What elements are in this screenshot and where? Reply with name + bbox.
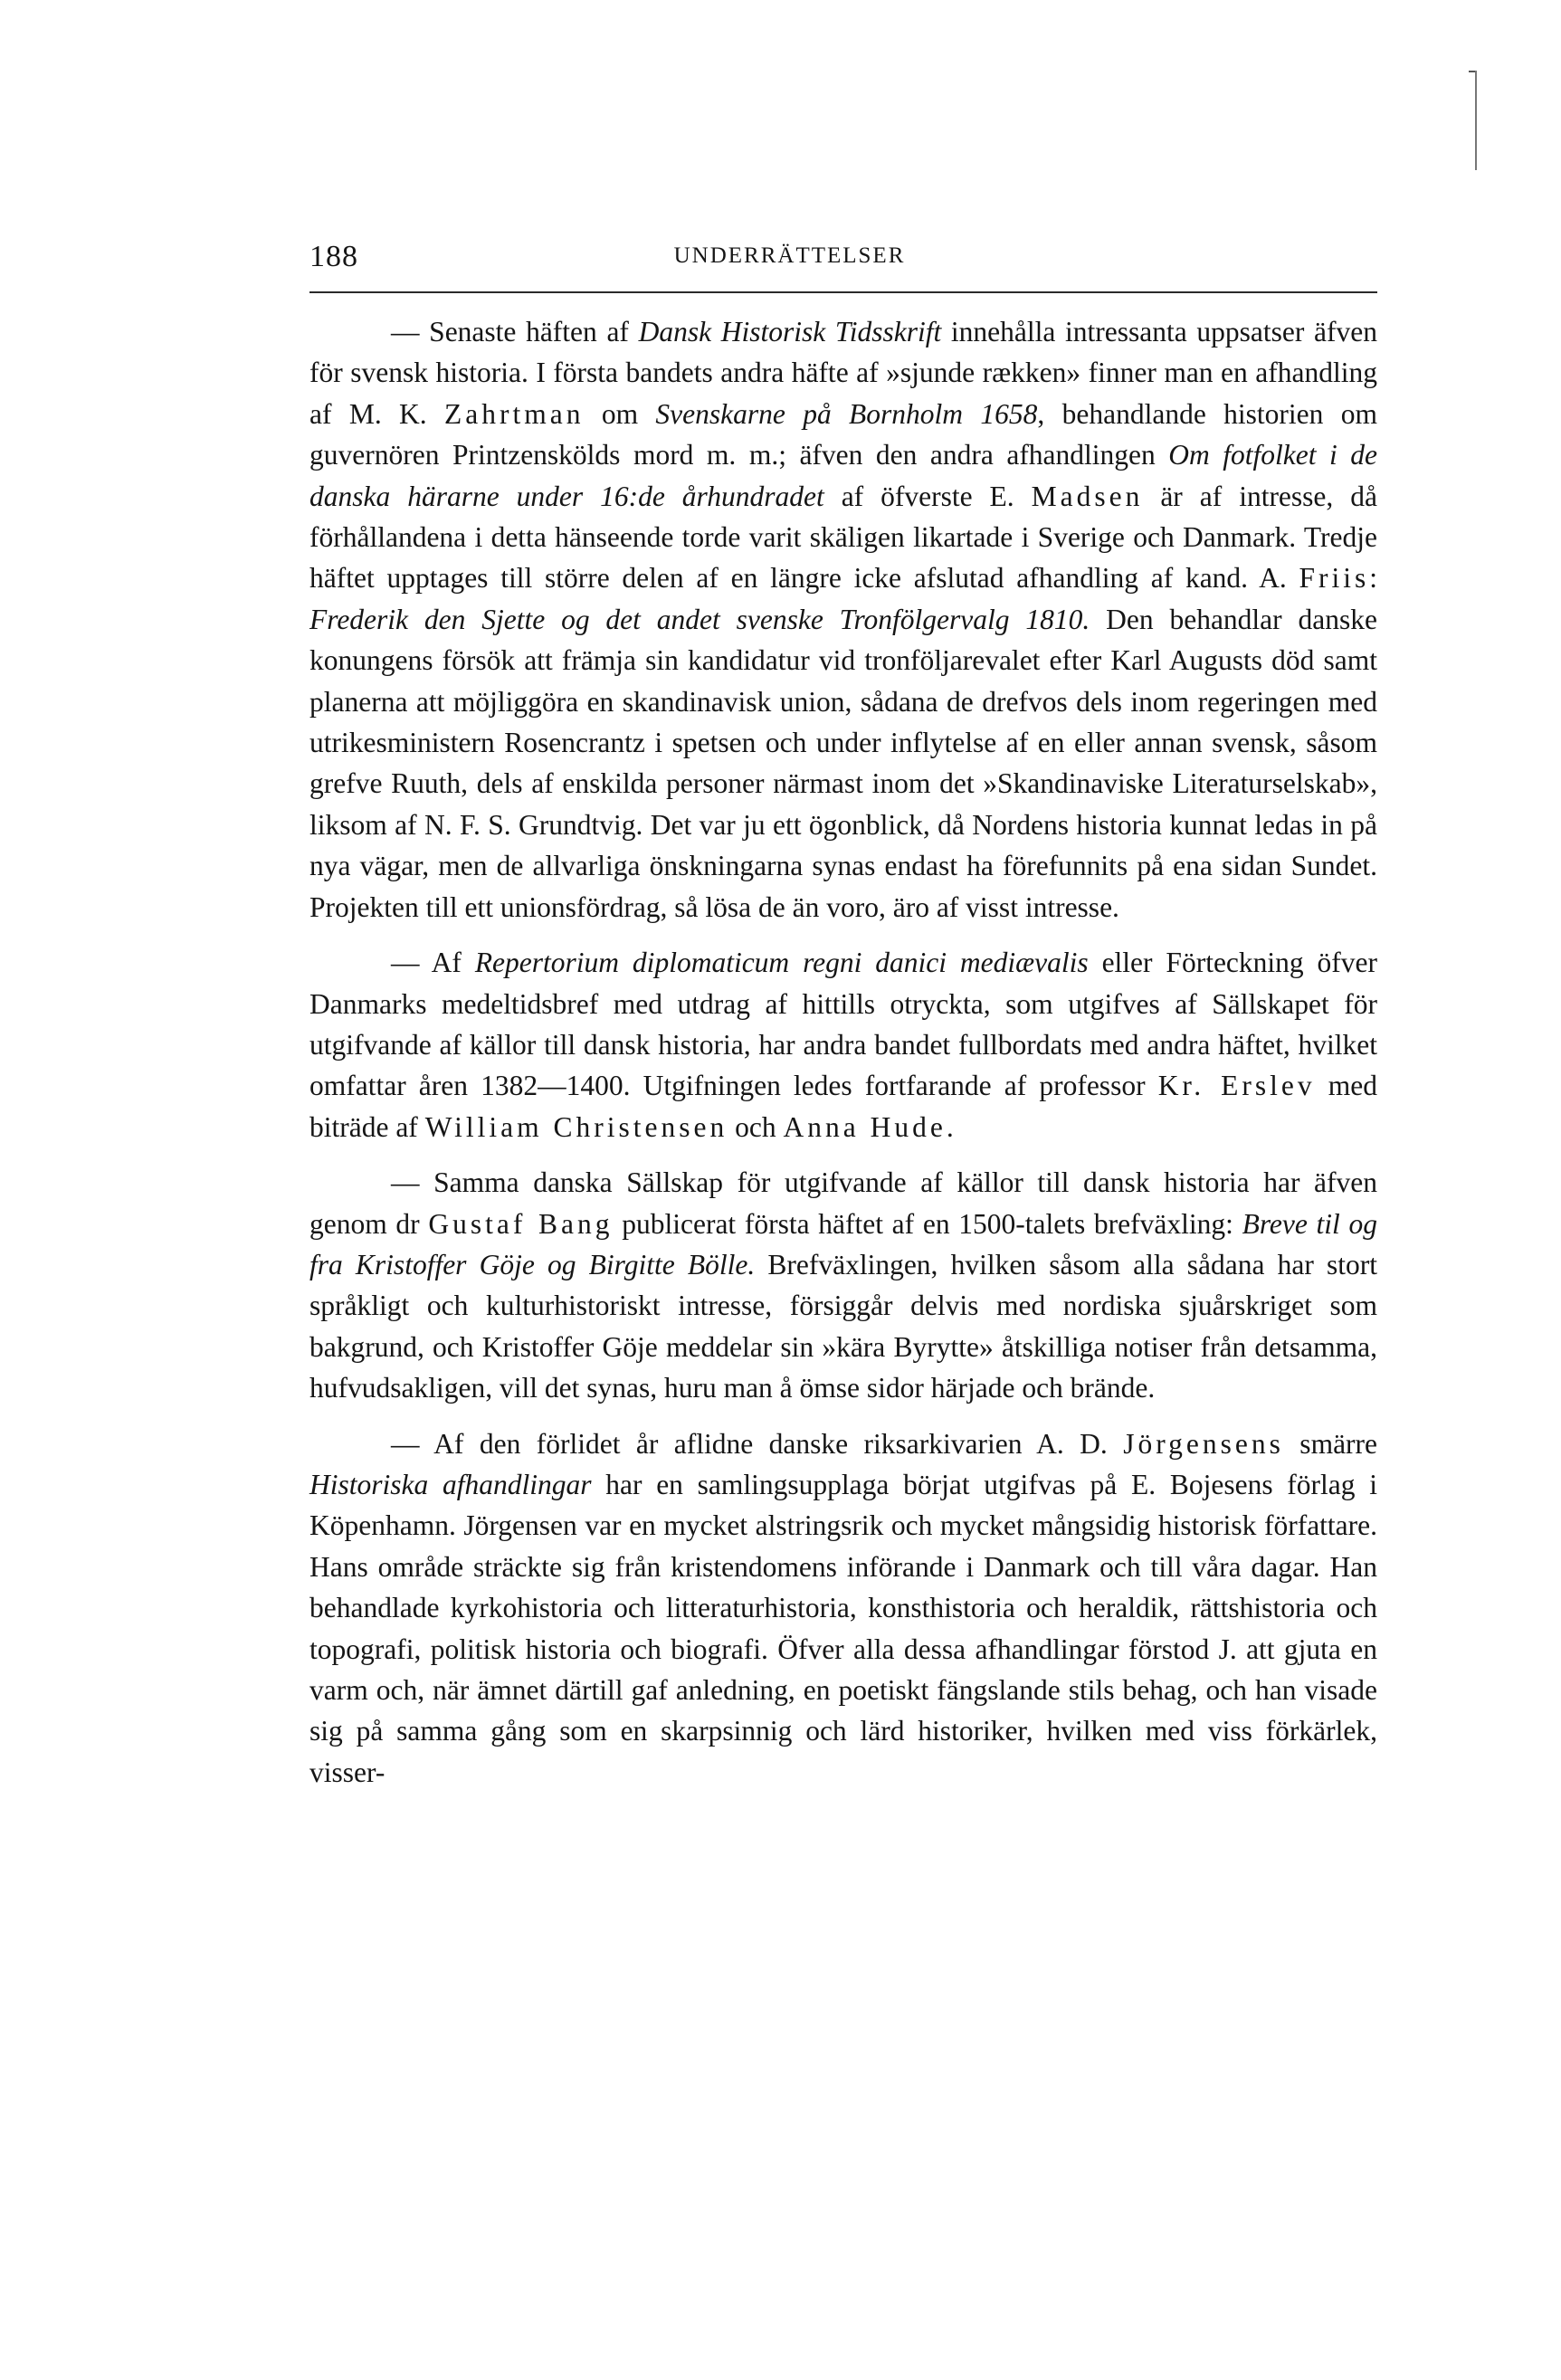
author-name: William Christensen [424, 1110, 728, 1143]
author-name: Kr. Erslev [1157, 1070, 1316, 1102]
author-name: Gustaf Bang [428, 1207, 614, 1240]
work-title: Repertorium diplomaticum regni danici mediævalis [474, 947, 1089, 979]
journal-title: Dansk Historisk Tidsskrift [638, 316, 942, 347]
work-title: Breve til og fra Kristoffer Göje og Birgitte Bölle. [309, 1207, 1377, 1280]
page-number: 188 [309, 240, 358, 273]
paragraph-brefvaxling: — Samma danska Sällskap för utgifvande af källor till dansk historia har äfven genom dr Gustaf Bang publicerat första häftet af en 1500-talets brefväxling: Breve til og fra Kristoffer Göje og Birgitte Bölle. Brefväxlingen, hvilken såsom alla sådana har stort språkligt och kulturhistoriskt intresse, försiggår delvis med nordiska sjuårskriget som bakgrund, och Kristoffer Göje meddelar sin »kära Byrytte» åtskilliga notiser från detsamma, hufvudsakligen, vill det synas, huru man å ömse sidor härjade och brände. [309, 1166, 1377, 1404]
article-title: Frederik den Sjette og det andet svenske Tronfölgervalg 1810. [309, 603, 1090, 635]
article-title: Om fotfolket i de danska härarne under 16:de århundradet [309, 439, 1377, 512]
body-text [309, 311, 1377, 1807]
author-name: Anna Hude [783, 1110, 947, 1143]
author-name: Friis [1299, 562, 1370, 595]
scan-corner-mark [1469, 71, 1478, 170]
running-head: UNDERRÄTTELSER [673, 243, 906, 268]
corner-line [1475, 71, 1477, 170]
paragraph-repertorium: — Af Repertorium diplomaticum regni danici mediævalis eller Förteckning öfver Danmarks medeltidsbref med utdrag af hittills otryckta, som utgifves af Sällskapet för utgifvande af källor till dansk historia, har andra bandet fullbordats med andra häftet, hvilket omfattar åren 1382—1400. Utgifningen ledes fortfarande af professor Kr. Erslev med biträde af William Christensen och Anna Hude. [309, 947, 1378, 1143]
author-name: Zahrtman [444, 397, 585, 430]
article-title: Svenskarne på Bornholm 1658 [655, 397, 1038, 430]
paragraph-jorgensen: — Af den förlidet år aflidne danske riksarkivarien A. D. Jörgensens smärre Historiska afhandlingar har en samlingsupplaga börjat utgifvas på E. Bojesens förlag i Köpenhamn. Jörgensen var en mycket alstringsrik och mycket mångsidig historisk författare. Hans område sträckte sig från kristendomens införande i Danmark och till våra dagar. Han behandlade kyrkohistoria och litteraturhistoria, konsthistoria och heraldik, rättshistoria och topografi, politisk historia och biografi. Öfver alla dessa afhandlingar förstod J. att gjuta en varm och, när ämnet därtill gaf anledning, en poetiskt fängslande stils behag, och han visade sig på samma gång som en skarpsinnig och lärd historiker, hvilken med viss förkärlek, visser- [309, 1427, 1378, 1788]
author-name: Madsen [1031, 480, 1144, 512]
author-name: Jörgensens [1123, 1427, 1284, 1460]
header-rule [309, 291, 1377, 293]
paragraph-dansk-historisk-tidsskrift: — Senaste häften af Dansk Historisk Tidsskrift innehålla intressanta uppsatser äfven för svensk historia. I första bandets andra häfte af »sjunde rækken» finner man en afhandling af M. K. Zahrtman om Svenskarne på Bornholm 1658, behandlande historien om guvernören Printzenskölds mord m. m.; äfven den andra afhandlingen Om fotfolket i de danska härarne under 16:de århundradet af öfverste E. Madsen är af intresse, då förhållandena i detta hänseende torde varit skäligen likartade i Sverige och Danmark. Tredje häftet upptages till större delen af en längre icke afslutad afhandling af kand. A. Friis: Frederik den Sjette og det andet svenske Tronfölgervalg 1810. Den behandlar danske konungens försök att främja sin kandidatur vid tronföljarevalet efter Karl Augusts död samt planerna att möjliggöra en skandinavisk union, sådana de drefvos dels inom regeringen med utrikesministern Rosencrantz i spetsen och under inflytelse af en eller annan svensk, såsom grefve Ruuth, dels af enskilda personer närmast inom det »Skandinaviske Literaturselskab», liksom af N. F. S. Grundtvig. Det var ju ett ögonblick, då Nordens historia kunnat ledas in på nya vägar, men de allvarliga önskningarna synas endast ha förefunnits på ena sidan Sundet. Projekten till ett unionsfördrag, så lösa de än voro, äro af visst intresse. [309, 316, 1377, 923]
work-title: Historiska afhandlingar [309, 1468, 592, 1500]
